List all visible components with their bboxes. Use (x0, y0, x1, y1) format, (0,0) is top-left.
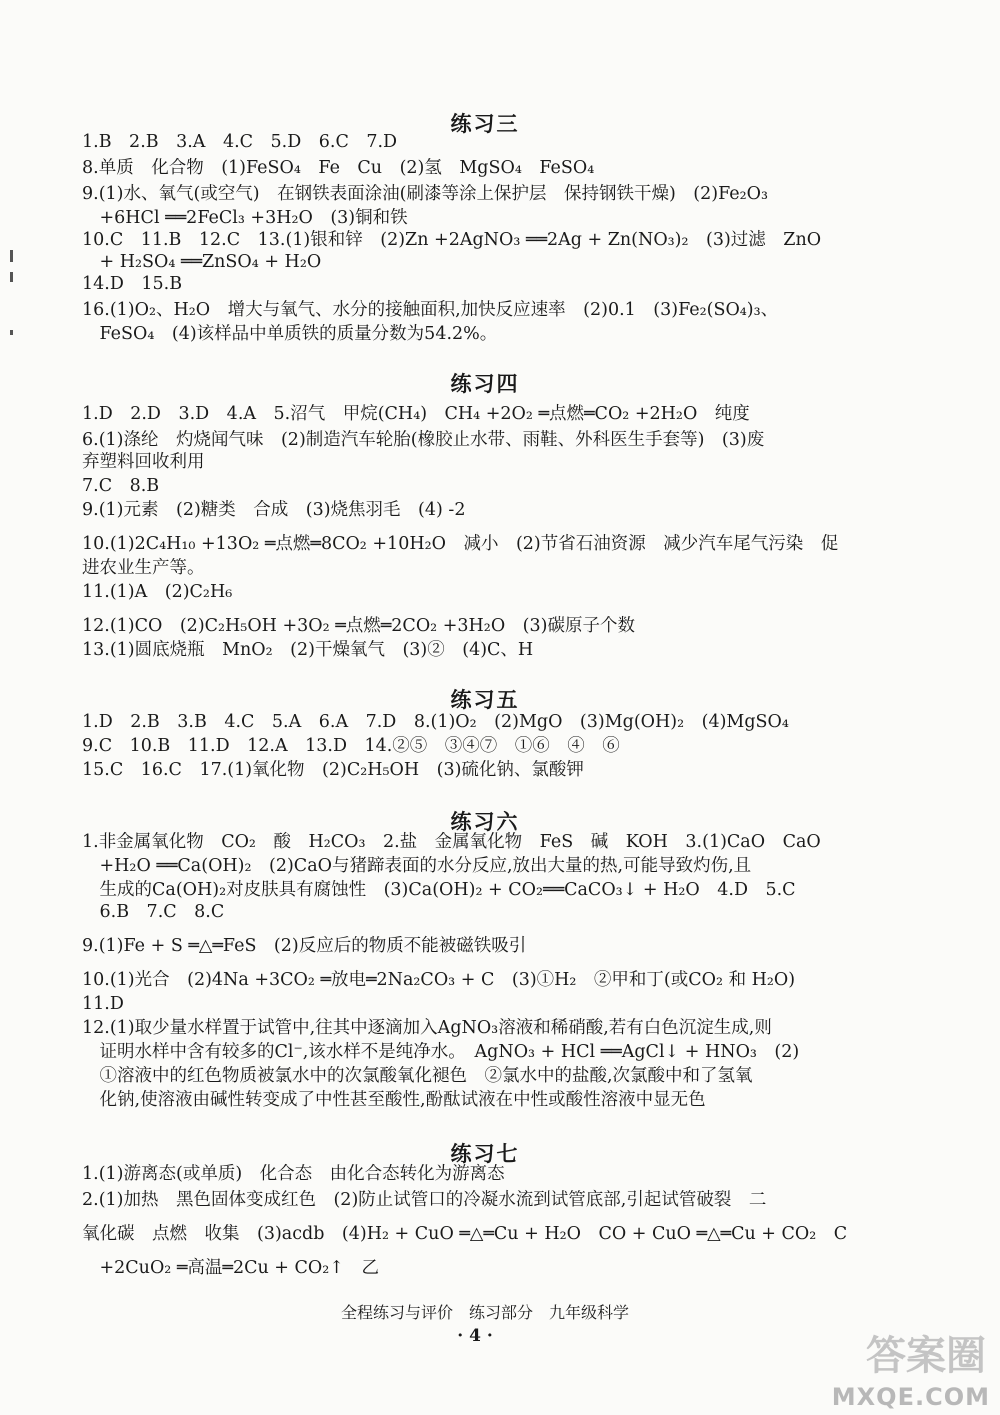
answer-line: +2CuO₂ ═高温═2Cu + CO₂↑ 乙 (82, 1258, 379, 1278)
answer-line: 生成的Ca(OH)₂对皮肤具有腐蚀性 (3)Ca(OH)₂ + CO₂══CaCO₃↓ + H₂O 4.D 5.C (82, 880, 796, 900)
page-number: · 4 · (457, 1326, 493, 1346)
answer-line: +H₂O ══Ca(OH)₂ (2)CaO与猪蹄表面的水分反应,放出大量的热,可能导致灼伤,且 (82, 856, 752, 876)
answer-line: 化钠,使溶液由碱性转变成了中性甚至酸性,酚酞试液在中性或酸性溶液中显无色 (82, 1090, 706, 1110)
answer-line: 8.单质 化合物 (1)FeSO₄ Fe Cu (2)氢 MgSO₄ FeSO₄ (82, 158, 595, 178)
section-title-7: 练习七 (450, 1142, 520, 1166)
answer-line: ①溶液中的红色物质被氯水中的次氯酸氧化褪色 ②氯水中的盐酸,次氯酸中和了氢氧 (82, 1066, 753, 1086)
answer-line: 12.(1)取少量水样置于试管中,往其中逐滴加入AgNO₃溶液和稀硝酸,若有白色沉淀生成,则 (82, 1018, 772, 1038)
answer-line: 6.(1)涤纶 灼烧闻气味 (2)制造汽车轮胎(橡胶止水带、雨鞋、外科医生手套等) (3)废 (82, 430, 765, 450)
answer-line: + H₂SO₄ ══ZnSO₄ + H₂O (82, 252, 322, 272)
answer-line: 10.(1)2C₄H₁₀ +13O₂ ═点燃═8CO₂ +10H₂O 减小 (2)节省石油资源 减少汽车尾气污染 促 (82, 534, 839, 554)
answer-line: 进农业生产等。 (82, 558, 205, 578)
answer-line: 16.(1)O₂、H₂O 增大与氧气、水分的接触面积,加快反应速率 (2)0.1 (3)Fe₂(SO₄)₃、 (82, 300, 779, 320)
answer-line: FeSO₄ (4)该样品中单质铁的质量分数为54.2%。 (82, 324, 498, 344)
answer-line: 7.C 8.B (82, 476, 160, 496)
answer-line: 9.(1)元素 (2)糖类 合成 (3)烧焦羽毛 (4) -2 (82, 500, 466, 520)
answer-line: 14.D 15.B (82, 274, 183, 294)
answer-line: 15.C 16.C 17.(1)氧化物 (2)C₂H₅OH (3)硫化钠、氯酸钾 (82, 760, 584, 780)
section-title-6: 练习六 (450, 810, 520, 834)
answer-line: 1.(1)游离态(或单质) 化合态 由化合态转化为游离态 (82, 1164, 505, 1184)
answer-line: 1.D 2.D 3.D 4.A 5.沼气 甲烷(CH₄) CH₄ +2O₂ ═点燃═CO₂ +2H₂O 纯度 (82, 404, 750, 424)
watermark-url: MXQE.COM (831, 1383, 990, 1411)
answer-line: 1.非金属氧化物 CO₂ 酸 H₂CO₃ 2.盐 金属氧化物 FeS 碱 KOH 3.(1)CaO CaO (82, 832, 821, 852)
section-title-3: 练习三 (450, 112, 520, 136)
answer-line: +6HCl ══2FeCl₃ +3H₂O (3)铜和铁 (82, 208, 408, 228)
answer-line: 9.C 10.B 11.D 12.A 13.D 14.②⑤ ③④⑦ ①⑥ ④ ⑥ (82, 736, 620, 756)
section-title-4: 练习四 (450, 372, 520, 396)
scan-mark (10, 272, 13, 282)
answer-line: 1.D 2.B 3.B 4.C 5.A 6.A 7.D 8.(1)O₂ (2)MgO (3)Mg(OH)₂ (4)MgSO₄ (82, 712, 789, 732)
scan-mark (10, 330, 13, 335)
answer-line: 13.(1)圆底烧瓶 MnO₂ (2)干燥氧气 (3)② (4)C、H (82, 640, 534, 660)
answer-line: 10.(1)光合 (2)4Na +3CO₂ ═放电═2Na₂CO₃ + C (3)①H₂ ②甲和丁(或CO₂ 和 H₂O) (82, 970, 796, 990)
answer-line: 9.(1)Fe + S ═△═FeS (2)反应后的物质不能被磁铁吸引 (82, 936, 527, 956)
section-title-5: 练习五 (450, 688, 520, 712)
answer-line: 1.B 2.B 3.A 4.C 5.D 6.C 7.D (82, 132, 398, 152)
answer-line: 11.D (82, 994, 124, 1014)
watermark-logo: 答案圈 (866, 1333, 986, 1379)
answer-line: 11.(1)A (2)C₂H₆ (82, 582, 233, 602)
answer-line: 弃塑料回收利用 (82, 452, 205, 472)
answer-line: 证明水样中含有较多的Cl⁻,该水样不是纯净水。 AgNO₃ + HCl ══AgCl↓ + HNO₃ (2) (82, 1042, 800, 1062)
answer-line: 2.(1)加热 黑色固体变成红色 (2)防止试管口的冷凝水流到试管底部,引起试管破裂 二 (82, 1190, 767, 1210)
answer-line: 9.(1)水、氧气(或空气) 在钢铁表面涂油(刷漆等涂上保护层 保持钢铁干燥) (2)Fe₂O₃ (82, 184, 769, 204)
answer-line: 氧化碳 点燃 收集 (3)acdb (4)H₂ + CuO ═△═Cu + H₂O CO + CuO ═△═Cu + CO₂ C (82, 1224, 848, 1244)
answer-line: 6.B 7.C 8.C (82, 902, 225, 922)
scan-mark (10, 250, 13, 262)
footer-text: 全程练习与评价 练习部分 九年级科学 (340, 1303, 629, 1322)
answer-line: 12.(1)CO (2)C₂H₅OH +3O₂ ═点燃═2CO₂ +3H₂O (3)碳原子个数 (82, 616, 635, 636)
answer-line: 10.C 11.B 12.C 13.(1)银和锌 (2)Zn +2AgNO₃ ══2Ag + Zn(NO₃)₂ (3)过滤 ZnO (82, 230, 822, 250)
